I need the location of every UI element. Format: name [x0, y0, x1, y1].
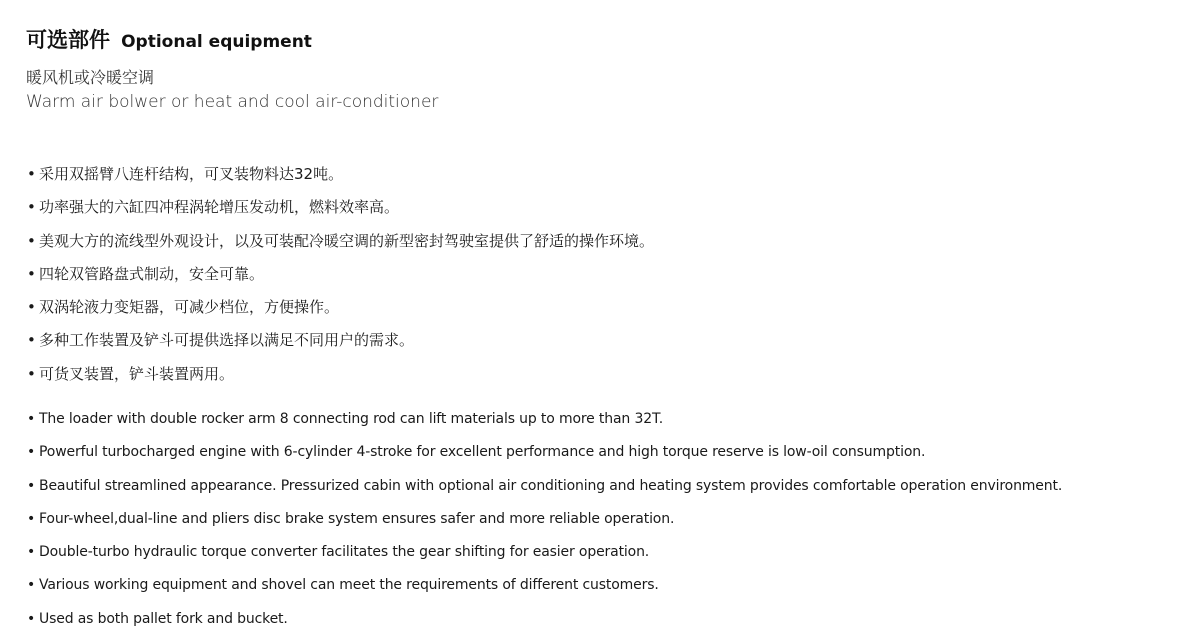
feature-text: 功率强大的六缸四冲程涡轮增压发动机，燃料效率高。 [39, 198, 400, 217]
feature-text: 采用双摇臂八连杆结构，可叉装物料达32吨。 [39, 165, 344, 183]
feature-list-chinese [26, 162, 654, 395]
feature-text: Double-turbo hydraulic torque converter facilitates the gear shifting for easier operation. [39, 544, 650, 561]
feature-text: Four-wheel,dual-line and pliers disc brake system ensures safer and more reliable operation. [39, 510, 675, 527]
subtitle-chinese: 暖风机或冷暖空调 [26, 68, 155, 87]
feature-text: 可货叉装置，铲斗装置两用。 [39, 364, 235, 383]
bullet-icon: • [27, 165, 36, 183]
feature-text: Used as both pallet fork and bucket. [39, 610, 288, 627]
bullet-icon: • [27, 610, 36, 627]
list-item [26, 262, 654, 295]
bullet-icon: • [27, 198, 36, 217]
list-item [26, 507, 1062, 540]
feature-text: 四轮双管路盘式制动，安全可靠。 [39, 264, 265, 283]
bullet-icon: • [27, 411, 36, 427]
bullet-icon: • [27, 264, 36, 283]
list-item [26, 540, 1062, 573]
subtitle-block [26, 66, 438, 114]
bullet-icon: • [27, 331, 36, 350]
list-item [26, 607, 1062, 640]
bullet-icon: • [27, 477, 36, 494]
list-item [26, 573, 1062, 606]
title-english: Optional equipment [121, 32, 312, 52]
title-chinese: 可选部件 [26, 28, 110, 52]
list-item [26, 328, 654, 361]
bullet-icon: • [27, 577, 36, 594]
feature-list-english [26, 407, 1062, 640]
bullet-icon: • [27, 510, 36, 527]
feature-text: 多种工作装置及铲斗可提供选择以满足不同用户的需求。 [39, 331, 415, 350]
list-item [26, 440, 1062, 473]
feature-text: Various working equipment and shovel can meet the requirements of different customers. [39, 577, 659, 594]
bullet-icon: • [27, 231, 36, 250]
bullet-icon: • [27, 298, 36, 317]
list-item [26, 162, 654, 195]
feature-text: 美观大方的流线型外观设计，以及可装配冷暖空调的新型密封驾驶室提供了舒适的操作环境。 [39, 231, 655, 250]
list-item [26, 229, 654, 262]
list-item [26, 474, 1062, 507]
list-item [26, 362, 654, 395]
bullet-icon: • [27, 444, 36, 461]
list-item [26, 407, 1062, 440]
feature-text: The loader with double rocker arm 8 connecting rod can lift materials up to more than 32T. [39, 411, 664, 427]
feature-text: 双涡轮液力变矩器，可减少档位，方便操作。 [39, 298, 340, 317]
bullet-icon: • [27, 544, 36, 561]
bullet-icon: • [27, 364, 36, 383]
list-item [26, 195, 654, 228]
list-item [26, 295, 654, 328]
subtitle-english: Warm air bolwer or heat and cool air-conditioner [26, 92, 439, 112]
feature-text: Powerful turbocharged engine with 6-cylinder 4-stroke for excellent performance and high torque reserve is low-oil consumption. [39, 444, 926, 461]
feature-text: Beautiful streamlined appearance. Pressurized cabin with optional air conditioning and heating system provides comfortable operation environment. [39, 477, 1063, 494]
section-header [26, 24, 312, 54]
